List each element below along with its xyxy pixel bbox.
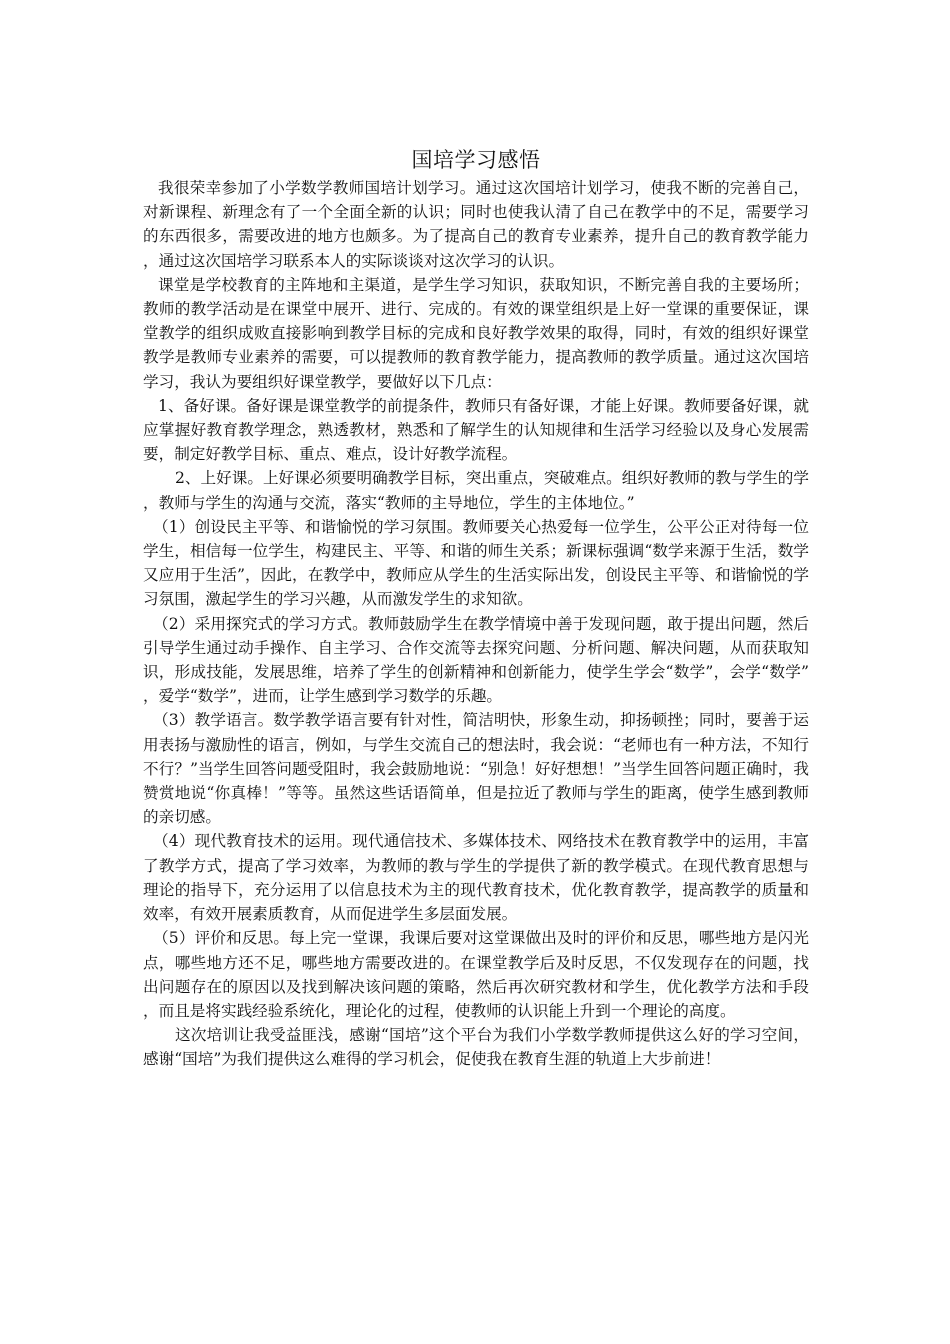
paragraph-point-3: （3）教学语言。数学教学语言要有针对性，简洁明快，形象生动，抑扬顿挫；同时，要善于运用表扬与激励性的语言，例如，与学生交流自己的想法时，我会说：“老师也有一种方法，不知行不行？”当学生回答问题受阻时，我会鼓励地说：“别急！好好想想！”当学生回答问题正确时，我赞赏地说“你真棒！”等等。虽然这些话语简单，但是拉近了教师与学生的距离，使学生感到教师的亲切感。 (143, 711, 809, 827)
paragraph-point-5: （5）评价和反思。每上完一堂课，我课后要对这堂课做出及时的评价和反思，哪些地方是闪光点，哪些地方还不足，哪些地方需要改进的。在课堂教学后及时反思，不仅发现存在的问题，找出问题存在的原因以及找到解决该问题的策略，然后再次研究教材和学生，优化教学方法和手段，而且是将实践经验系统化，理论化的过程，使教师的认识能上升到一个理论的高度。 (143, 929, 809, 1020)
paragraph-intro: 我很荣幸参加了小学数学教师国培计划学习。通过这次国培计划学习，使我不断的完善自己，对新课程、新理念有了一个全面全新的认识；同时也使我认清了自己在教学中的不足，需要学习的东西很多，需要改进的地方也颇多。为了提高自己的教育专业素养，提升自己的教育教学能力，通过这次国培学习联系本人的实际谈谈对这次学习的认识。 (143, 179, 809, 270)
paragraph-classroom: 课堂是学校教育的主阵地和主渠道，是学生学习知识，获取知识，不断完善自我的主要场所；教师的教学活动是在课堂中展开、进行、完成的。有效的课堂组织是上好一堂课的重要保证，课堂教学的组织成败直接影响到教学目标的完成和良好教学效果的取得，同时，有效的组织好课堂教学是教师专业素养的需要，可以提教师的教育教学能力，提高教师的教学质量。通过这次国培学习，我认为要组织好课堂教学，要做好以下几点： (143, 275, 809, 391)
paragraph-point-1: （1）创设民主平等、和谐愉悦的学习氛围。教师要关心热爱每一位学生，公平公正对待每一位学生，相信每一位学生，构建民主、平等、和谐的师生关系；新课标强调“数学来源于生活，数学又应用于生活”，因此，在教学中，教师应从学生的生活实际出发，创设民主平等、和谐愉悦的学习氛围，激起学生的学习兴趣，从而激发学生的求知欲。 (143, 517, 809, 609)
paragraph-conclusion: 这次培训让我受益匪浅，感谢“国培”这个平台为我们小学数学教师提供这么好的学习空间，感谢“国培”为我们提供这么难得的学习机会，促使我在教育生涯的轨道上大步前进！ (143, 1026, 809, 1069)
document-page (143, 146, 809, 1072)
paragraph-teach-lesson: 2、上好课。上好课必须要明确教学目标，突出重点，突破难点。组织好教师的教与学生的学，教师与学生的沟通与交流，落实“教师的主导地位，学生的主体地位。” (143, 469, 809, 512)
paragraph-prepare-lesson: 1、备好课。备好课是课堂教学的前提条件，教师只有备好课，才能上好课。教师要备好课，就应掌握好教育教学理念，熟透教材，熟悉和了解学生的认知规律和生活学习经验以及身心发展需要，制定好教学目标、重点、难点，设计好教学流程。 (143, 396, 809, 464)
paragraph-point-4: （4）现代教育技术的运用。现代通信技术、多媒体技术、网络技术在教育教学中的运用，丰富了教学方式，提高了学习效率，为教师的教与学生的学提供了新的教学模式。在现代教育思想与理论的指导下，充分运用了以信息技术为主的现代教育技术，优化教育教学，提高教学的质量和效率，有效开展素质教育，从而促进学生多层面发展。 (143, 832, 809, 924)
paragraph-point-2: （2）采用探究式的学习方式。教师鼓励学生在教学情境中善于发现问题，敢于提出问题，然后引导学生通过动手操作、自主学习、合作交流等去探究问题、分析问题、解决问题，从而获取知识，形成技能，发展思维，培养了学生的创新精神和创新能力，使学生学会“数学”，会学“数学”，爱学“数学”，进而，让学生感到学习数学的乐趣。 (143, 614, 809, 706)
document-title: 国培学习感悟 (411, 148, 541, 172)
